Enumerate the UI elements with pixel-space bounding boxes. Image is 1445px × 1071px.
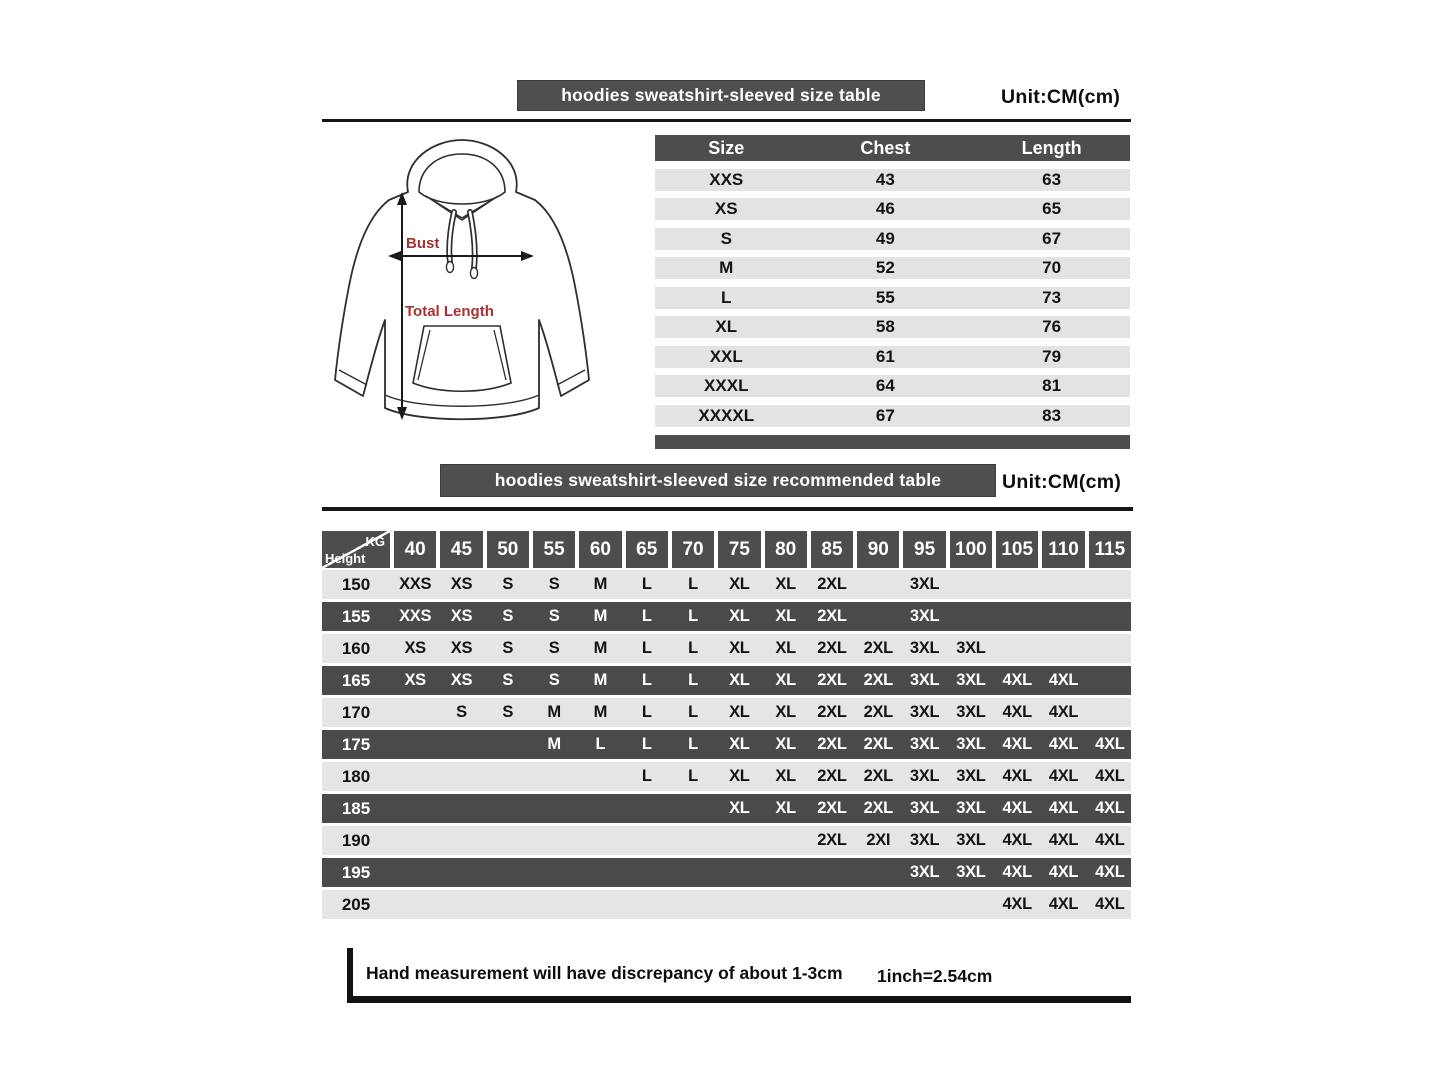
size-table-title: hoodies sweatshirt-sleeved size table xyxy=(561,85,881,105)
size-table-cell: 81 xyxy=(1042,376,1062,395)
size-table-cell: S xyxy=(720,228,732,248)
height-label-cell: 150 xyxy=(341,574,371,594)
size-table-cell: 46 xyxy=(875,199,895,218)
recommended-size-cell: 2XI xyxy=(866,831,891,849)
size-table-row xyxy=(655,346,1130,368)
matrix-body xyxy=(322,570,1131,919)
recommended-size-cell: L xyxy=(641,607,652,625)
size-table xyxy=(655,135,1130,449)
recommended-size-cell: XL xyxy=(775,575,796,593)
recommended-size-cell: S xyxy=(502,607,514,625)
recommended-size-cell: 4XL xyxy=(1048,895,1079,913)
recommended-size-cell: 3XL xyxy=(909,639,940,657)
size-table-cell: 67 xyxy=(1042,228,1062,248)
recommended-size-cell: M xyxy=(593,575,608,593)
size-table-cell: 64 xyxy=(875,376,895,395)
recommended-size-cell: S xyxy=(548,671,560,689)
recommended-size-cell: 2XL xyxy=(817,703,847,721)
recommended-size-cell: XL xyxy=(729,799,750,817)
recommended-size-cell: 4XL xyxy=(1048,767,1079,785)
recommended-size-cell: L xyxy=(688,575,698,593)
recommended-size-cell: L xyxy=(641,639,652,657)
recommended-size-cell: 3XL xyxy=(956,671,986,689)
recommended-size-cell: 2XL xyxy=(863,639,893,657)
recommended-size-cell: XL xyxy=(775,735,796,753)
height-label-cell: 160 xyxy=(341,638,371,658)
recommended-size-cell: 2XL xyxy=(863,735,893,753)
recommended-size-cell: 2XL xyxy=(817,735,847,753)
size-table-cell: L xyxy=(721,287,732,307)
recommended-size-cell: M xyxy=(593,703,608,721)
recommended-size-cell: 2XL xyxy=(817,671,847,689)
size-table-cell: 61 xyxy=(875,346,895,366)
hoodie-body-outline xyxy=(335,140,589,419)
height-axis-label: Height xyxy=(325,551,366,566)
recommended-size-cell: 4XL xyxy=(1095,831,1125,849)
recommended-size-cell: XL xyxy=(775,767,796,785)
chest-column-header: Chest xyxy=(860,137,911,158)
recommended-size-cell: 4XL xyxy=(1002,767,1032,785)
recommended-size-cell: M xyxy=(593,671,608,689)
size-table-title-bar xyxy=(517,80,925,111)
recommended-size-cell: 3XL xyxy=(909,703,940,721)
matrix-row xyxy=(322,666,1131,695)
recommended-size-cell: 4XL xyxy=(1048,671,1079,689)
weight-header-cell: 80 xyxy=(765,531,807,568)
recommended-size-cell: S xyxy=(548,575,560,593)
recommended-size-cell: L xyxy=(641,735,652,753)
recommended-size-cell: XS xyxy=(450,575,473,593)
divider-rule-2 xyxy=(322,507,1133,511)
size-table-cell: 76 xyxy=(1042,317,1062,336)
recommended-size-cell: XS xyxy=(404,639,426,657)
recommended-size-cell: M xyxy=(547,703,561,721)
recommended-size-cell: S xyxy=(456,703,467,721)
recommended-size-cell: 4XL xyxy=(1048,799,1079,817)
recommended-size-cell: 3XL xyxy=(909,863,940,881)
size-table-row xyxy=(655,405,1130,427)
weight-header-cell: 45 xyxy=(440,531,482,568)
height-label-cell: 195 xyxy=(341,862,371,882)
recommended-size-cell: 4XL xyxy=(1002,799,1032,817)
unit-label-2: Unit:CM(cm) xyxy=(1002,471,1122,493)
weight-header-cell: 40 xyxy=(394,531,436,568)
recommended-size-cell: XS xyxy=(450,639,473,657)
recommended-size-cell: XL xyxy=(729,735,750,753)
recommended-size-cell: L xyxy=(688,735,698,753)
matrix-row xyxy=(322,698,1131,727)
size-table-row xyxy=(655,257,1130,279)
recommended-size-cell: 4XL xyxy=(1095,735,1125,753)
height-label-cell: 155 xyxy=(341,606,371,626)
recommended-table-title-bar xyxy=(440,464,996,497)
size-table-cell: 65 xyxy=(1042,199,1062,218)
recommended-size-cell: XL xyxy=(775,607,796,625)
recommended-size-cell: S xyxy=(548,639,560,657)
size-table-cell: XXL xyxy=(709,346,743,366)
recommended-size-cell: 3XL xyxy=(909,575,940,593)
size-table-row xyxy=(655,228,1130,250)
recommended-size-cell: 4XL xyxy=(1002,735,1032,753)
length-column-header: Length xyxy=(1021,137,1082,158)
recommended-size-cell: 3XL xyxy=(909,831,940,849)
height-label-cell: 190 xyxy=(341,830,371,850)
total-length-label: Total Length xyxy=(405,303,494,320)
size-table-cell: 49 xyxy=(875,228,895,248)
size-table-cell: 83 xyxy=(1042,405,1062,425)
size-table-cell: 79 xyxy=(1042,346,1062,366)
recommended-size-cell: 2XL xyxy=(817,639,847,657)
measurement-note: Hand measurement will have discrepancy of about 1-3cm xyxy=(366,963,843,983)
recommended-size-cell: XL xyxy=(729,575,750,593)
recommended-size-cell: S xyxy=(502,575,514,593)
recommended-size-cell: L xyxy=(641,575,652,593)
height-label-cell: 185 xyxy=(341,798,371,818)
recommended-size-cell: 2XL xyxy=(863,767,893,785)
recommended-size-cell: 2XL xyxy=(817,575,847,593)
matrix-row xyxy=(322,602,1131,631)
recommended-size-cell: M xyxy=(593,639,608,657)
weight-header-cell: 100 xyxy=(950,531,992,568)
recommended-size-cell: 3XL xyxy=(956,863,986,881)
recommended-size-cell: M xyxy=(547,735,561,753)
recommended-size-cell: XL xyxy=(729,703,750,721)
recommended-size-cell: XL xyxy=(775,671,796,689)
size-table-cell: 52 xyxy=(875,258,895,277)
size-table-cell: XL xyxy=(715,317,738,336)
recommended-size-cell: 2XL xyxy=(817,767,847,785)
size-table-cell: XXXL xyxy=(704,376,749,395)
drawstring-tip-right xyxy=(470,268,477,279)
matrix-row xyxy=(322,826,1131,855)
recommended-size-cell: 3XL xyxy=(909,607,940,625)
note-bracket-horizontal xyxy=(347,996,1131,1003)
recommended-size-cell: S xyxy=(548,607,560,625)
recommended-size-cell: M xyxy=(593,607,608,625)
recommended-size-cell: 3XL xyxy=(909,767,940,785)
weight-header-cell: 65 xyxy=(626,531,668,568)
recommended-size-cell: L xyxy=(641,767,652,785)
recommended-size-cell: 2XL xyxy=(817,831,847,849)
recommended-size-cell: XL xyxy=(775,639,796,657)
size-table-cell: 43 xyxy=(875,169,895,189)
hoodie-diagram xyxy=(318,128,608,458)
bust-label: Bust xyxy=(406,235,440,252)
weight-header-cell: 115 xyxy=(1089,531,1131,568)
recommended-size-cell: 4XL xyxy=(1002,895,1032,913)
recommended-size-cell: XL xyxy=(729,607,750,625)
recommended-size-cell: 4XL xyxy=(1002,671,1032,689)
recommended-size-cell: XL xyxy=(729,671,750,689)
recommended-size-cell: 4XL xyxy=(1002,863,1032,881)
height-label-cell: 180 xyxy=(341,766,371,786)
recommended-size-cell: L xyxy=(688,671,698,689)
recommended-table-title: hoodies sweatshirt-sleeved size recommended table xyxy=(494,470,942,490)
recommended-size-cell: 4XL xyxy=(1095,863,1125,881)
size-table-cell: 63 xyxy=(1042,169,1062,189)
size-table-footer-bar xyxy=(655,435,1130,449)
size-table-cell: M xyxy=(719,258,734,277)
matrix-row xyxy=(322,634,1131,663)
size-table-cell: 58 xyxy=(875,317,895,336)
hoodie-drawing-icon xyxy=(318,128,608,458)
recommended-size-cell: 3XL xyxy=(956,799,986,817)
matrix-header-row xyxy=(322,531,1131,568)
size-table-row xyxy=(655,287,1130,309)
recommendation-matrix xyxy=(322,531,1131,922)
size-table-row xyxy=(655,316,1130,338)
recommended-size-cell: XS xyxy=(450,671,473,689)
height-label-cell: 175 xyxy=(341,734,371,754)
size-table-body xyxy=(655,169,1130,427)
weight-header-cell: 55 xyxy=(533,531,575,568)
recommended-size-cell: 3XL xyxy=(909,671,940,689)
recommended-size-cell: 4XL xyxy=(1048,735,1079,753)
recommended-size-cell: XL xyxy=(775,703,796,721)
note-bracket-vertical xyxy=(347,948,353,1003)
weight-header-cell: 50 xyxy=(487,531,529,568)
matrix-row xyxy=(322,890,1131,919)
recommended-size-cell: XXS xyxy=(399,607,432,625)
recommended-size-cell: S xyxy=(502,639,514,657)
recommended-size-cell: L xyxy=(595,735,606,753)
recommended-size-cell: 3XL xyxy=(956,831,986,849)
recommended-size-cell: 2XL xyxy=(863,799,893,817)
recommended-size-cell: 2XL xyxy=(863,703,893,721)
weight-header-cell: 75 xyxy=(718,531,760,568)
matrix-row xyxy=(322,794,1131,823)
recommended-size-cell: 4XL xyxy=(1048,831,1079,849)
matrix-row xyxy=(322,858,1131,887)
recommended-size-cell: 4XL xyxy=(1095,767,1125,785)
recommended-size-cell: 4XL xyxy=(1048,703,1079,721)
recommended-size-cell: L xyxy=(688,767,698,785)
size-column-header: Size xyxy=(708,137,745,158)
recommended-size-cell: 4XL xyxy=(1095,895,1125,913)
weight-header-cell: 70 xyxy=(672,531,714,568)
size-table-header xyxy=(655,135,1130,161)
recommended-size-cell: L xyxy=(641,671,652,689)
weight-header-cell: 105 xyxy=(996,531,1038,568)
size-table-row xyxy=(655,169,1130,191)
recommended-size-cell: 3XL xyxy=(956,767,986,785)
recommended-size-cell: 2XL xyxy=(817,799,847,817)
recommended-size-cell: XL xyxy=(729,767,750,785)
matrix-row xyxy=(322,730,1131,759)
size-table-cell: 73 xyxy=(1042,287,1062,307)
recommended-size-cell: 4XL xyxy=(1048,863,1079,881)
size-table-cell: XS xyxy=(714,199,738,218)
recommended-size-cell: L xyxy=(688,607,698,625)
size-table-cell: 67 xyxy=(875,405,895,425)
recommended-size-cell: 3XL xyxy=(909,799,940,817)
recommended-size-cell: S xyxy=(502,671,514,689)
recommended-size-cell: XL xyxy=(729,639,750,657)
recommended-size-cell: 3XL xyxy=(956,735,986,753)
weight-header-cell: 85 xyxy=(811,531,853,568)
recommended-size-cell: 3XL xyxy=(956,639,986,657)
recommended-size-cell: L xyxy=(688,639,698,657)
weight-header-cell: 95 xyxy=(903,531,945,568)
recommended-size-cell: 4XL xyxy=(1095,799,1125,817)
size-table-row xyxy=(655,375,1130,397)
recommended-size-cell: 4XL xyxy=(1002,831,1032,849)
recommended-size-cell: S xyxy=(502,703,514,721)
recommended-size-cell: 3XL xyxy=(956,703,986,721)
recommended-size-cell: 2XL xyxy=(863,671,893,689)
recommended-size-cell: 4XL xyxy=(1002,703,1032,721)
weight-header-cell: 110 xyxy=(1042,531,1084,568)
recommended-size-cell: XS xyxy=(404,671,426,689)
recommended-size-cell: L xyxy=(641,703,652,721)
unit-label-1: Unit:CM(cm) xyxy=(1001,86,1121,108)
size-table-cell: XXXXL xyxy=(698,405,755,425)
height-label-cell: 165 xyxy=(341,670,371,690)
recommended-size-cell: XS xyxy=(450,607,473,625)
size-table-row xyxy=(655,198,1130,220)
inch-conversion-note: 1inch=2.54cm xyxy=(877,966,993,986)
weight-header-cell: 60 xyxy=(579,531,621,568)
weight-header-cell: 90 xyxy=(857,531,899,568)
recommended-size-cell: XL xyxy=(775,799,796,817)
height-label-cell: 170 xyxy=(341,702,371,722)
kg-axis-label: KG xyxy=(365,534,385,549)
matrix-row xyxy=(322,570,1131,599)
recommended-size-cell: XXS xyxy=(399,575,432,593)
recommended-size-cell: L xyxy=(688,703,698,721)
matrix-corner-cell xyxy=(322,531,390,568)
matrix-row xyxy=(322,762,1131,791)
size-table-cell: 70 xyxy=(1042,258,1062,277)
size-table-cell: XXS xyxy=(709,169,744,189)
divider-rule-1 xyxy=(322,119,1131,122)
recommended-size-cell: 2XL xyxy=(817,607,847,625)
size-table-cell: 55 xyxy=(875,287,895,307)
recommended-size-cell: 3XL xyxy=(909,735,940,753)
drawstring-tip-left xyxy=(446,262,453,273)
height-label-cell: 205 xyxy=(341,894,371,914)
